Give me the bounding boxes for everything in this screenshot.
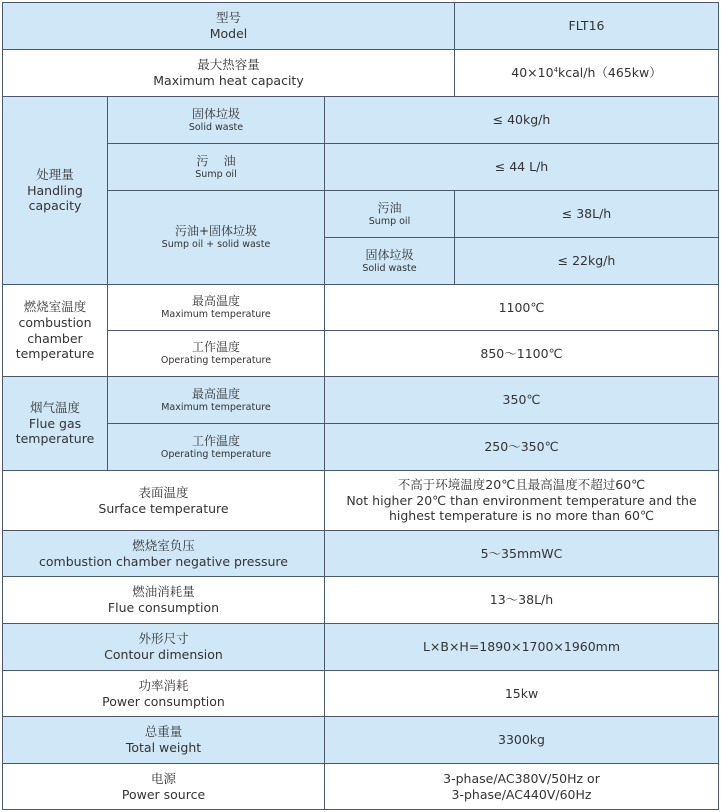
row-power — [3, 671, 719, 717]
label-chamber-max: 最高温度 Maximum temperature — [108, 285, 325, 331]
value-surface-temperature: 不高于环境温度20℃且最高温度不超过60℃ Not higher 20℃ than environment temperature and the highest temperature is no more than 60℃ — [325, 471, 719, 531]
row-chamber-op — [3, 331, 719, 377]
label-flue-temperature: 烟气温度 Flue gas temperature — [3, 377, 108, 471]
row-heat-capacity — [3, 50, 719, 97]
label-source: 电源 Power source — [3, 764, 325, 810]
spec-table — [2, 2, 719, 810]
label-surface-temperature: 表面温度 Surface temperature — [3, 471, 325, 531]
row-model — [3, 3, 719, 50]
label-solid-waste: 固体垃圾 Solid waste — [108, 97, 325, 144]
label-weight: 总重量 Total weight — [3, 717, 325, 764]
label-sump-oil: 污 油 Sump oil — [108, 144, 325, 191]
label-flue-op: 工作温度 Operating temperature — [108, 424, 325, 471]
label-chamber-op: 工作温度 Operating temperature — [108, 331, 325, 377]
value-solid-waste: ≤ 40kg/h — [325, 97, 719, 144]
value-flue-op: 250～350℃ — [325, 424, 719, 471]
row-surface — [3, 471, 719, 531]
value-fuel: 13～38L/h — [325, 577, 719, 624]
value-flue-max: 350℃ — [325, 377, 719, 424]
label-model: 型号 Model — [3, 3, 455, 50]
label-dimension: 外形尺寸 Contour dimension — [3, 624, 325, 671]
value-mixed-oil: ≤ 38L/h — [455, 191, 719, 238]
value-source: 3-phase/AC380V/50Hz or 3-phase/AC440V/60Hz — [325, 764, 719, 810]
row-source — [3, 764, 719, 810]
label-handling-capacity: 处理量 Handling capacity — [3, 97, 108, 285]
label-mixed: 污油+固体垃圾 Sump oil + solid waste — [108, 191, 325, 285]
label-fuel: 燃油消耗量 Flue consumption — [3, 577, 325, 624]
label-power: 功率消耗 Power consumption — [3, 671, 325, 717]
value-model: FLT16 — [455, 3, 719, 50]
value-pressure: 5～35mmWC — [325, 531, 719, 577]
value-mixed-solid: ≤ 22kg/h — [455, 238, 719, 285]
label-mixed-oil: 污油 Sump oil — [325, 191, 455, 238]
value-sump-oil: ≤ 44 L/h — [325, 144, 719, 191]
value-dimension: L×B×H=1890×1700×1960mm — [325, 624, 719, 671]
row-flue-max — [3, 377, 719, 424]
row-handling-mixed-oil — [3, 191, 719, 238]
value-heat-capacity: $40\times 10^4kcal/h(465kw)$ — [455, 50, 719, 97]
label-heat-capacity: 最大热容量 Maximum heat capacity — [3, 50, 455, 97]
label-flue-max: 最高温度 Maximum temperature — [108, 377, 325, 424]
row-flue-op — [3, 424, 719, 471]
row-pressure — [3, 531, 719, 577]
value-weight: 3300kg — [325, 717, 719, 764]
row-handling-oil — [3, 144, 719, 191]
value-chamber-max: 1100℃ — [325, 285, 719, 331]
value-power: 15kw — [325, 671, 719, 717]
row-fuel — [3, 577, 719, 624]
label-pressure: 燃烧室负压 combustion chamber negative pressure — [3, 531, 325, 577]
row-dimension — [3, 624, 719, 671]
row-chamber-max — [3, 285, 719, 331]
value-chamber-op: 850～1100℃ — [325, 331, 719, 377]
row-weight — [3, 717, 719, 764]
label-mixed-solid: 固体垃圾 Solid waste — [325, 238, 455, 285]
row-handling-solid — [3, 97, 719, 144]
label-chamber-temperature: 燃烧室温度 combustion chamber temperature — [3, 285, 108, 377]
